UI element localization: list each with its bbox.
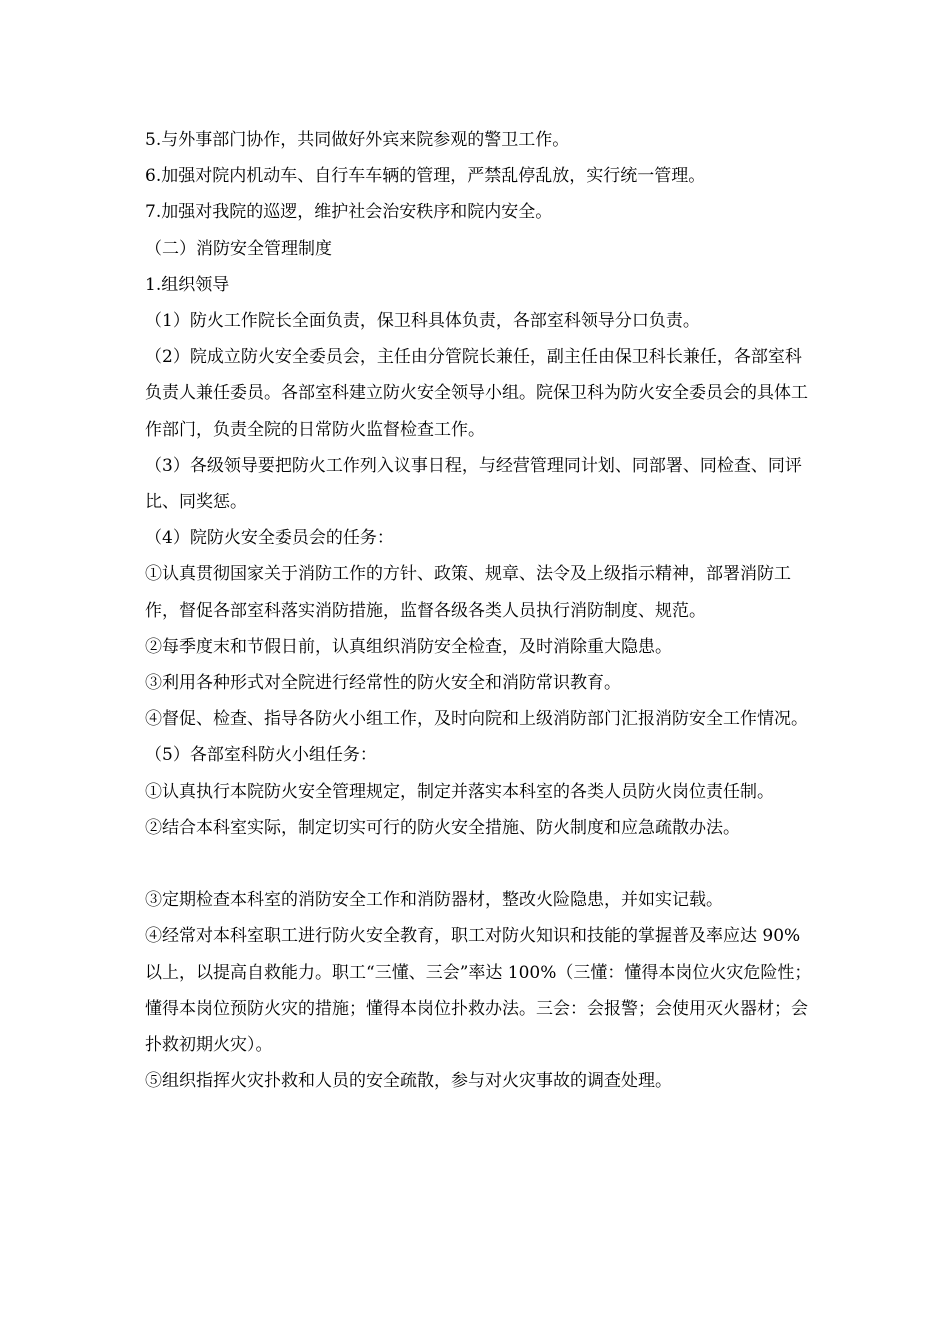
paragraph-clause-3: （3）各级领导要把防火工作列入议事日程，与经营管理同计划、同部署、同检查、同评比、同奖惩。 [145,455,802,513]
paragraph-clause-1: （1）防火工作院长全面负责，保卫科具体负责，各部室科领导分口负责。 [145,311,700,332]
subsection-heading-organization: 1.组织领导 [145,274,230,295]
paragraph-item-6: 6.加强对院内机动车、自行车车辆的管理，严禁乱停乱放，实行统一管理。 [145,166,706,187]
paragraph-item-7: 7.加强对我院的巡逻，维护社会治安秩序和院内安全。 [145,202,553,223]
list-item-committee-task-1: ①认真贯彻国家关于消防工作的方针、政策、规章、法令及上级指示精神，部署消防工作，督促各部室科落实消防措施，监督各级各类人员执行消防制度、规范。 [145,564,791,621]
list-item-committee-task-4: ④督促、检查、指导各防火小组工作，及时向院和上级消防部门汇报消防安全工作情况。 [145,709,808,730]
paragraph-clause-2: （2）院成立防火安全委员会，主任由分管院长兼任，副主任由保卫科长兼任，各部室科负责人兼任委员。各部室科建立防火安全领导小组。院保卫科为防火安全委员会的具体工作部门，负责全院的日常防火监督检查工作。 [145,347,808,440]
list-item-group-task-3: ③定期检查本科室的消防安全工作和消防器材，整改火险隐患，并如实记载。 [145,890,723,911]
list-item-committee-task-3: ③利用各种形式对全院进行经常性的防火安全和消防常识教育。 [145,673,621,694]
paragraph-item-5: 5.与外事部门协作，共同做好外宾来院参观的警卫工作。 [145,130,570,150]
section-heading-fire-safety: （二）消防安全管理制度 [145,238,332,259]
document-body [145,122,815,1099]
list-item-group-task-4: ④经常对本科室职工进行防火安全教育，职工对防火知识和技能的掌握普及率应达 90%以上，以提高自救能力。职工“三懂、三会”率达 100%（三懂：懂得本岗位火灾危险性；懂得本岗位预防火灾的措施；懂得本岗位扑救办法。三会：会报警；会使用灭火器材；会扑救初期火灾）。 [145,926,812,1056]
list-item-committee-task-2: ②每季度末和节假日前，认真组织消防安全检查，及时消除重大隐患。 [145,636,672,657]
list-item-group-task-2: ②结合本科室实际，制定切实可行的防火安全措施、防火制度和应急疏散办法。 [145,817,740,838]
blank-line [145,846,815,882]
paragraph-clause-4-heading: （4）院防火安全委员会的任务： [145,528,394,549]
paragraph-clause-5-heading: （5）各部室科防火小组任务： [145,745,377,766]
list-item-group-task-1: ①认真执行本院防火安全管理规定，制定并落实本科室的各类人员防火岗位责任制。 [145,781,774,802]
list-item-group-task-5: ⑤组织指挥火灾扑救和人员的安全疏散，参与对火灾事故的调查处理。 [145,1071,672,1092]
